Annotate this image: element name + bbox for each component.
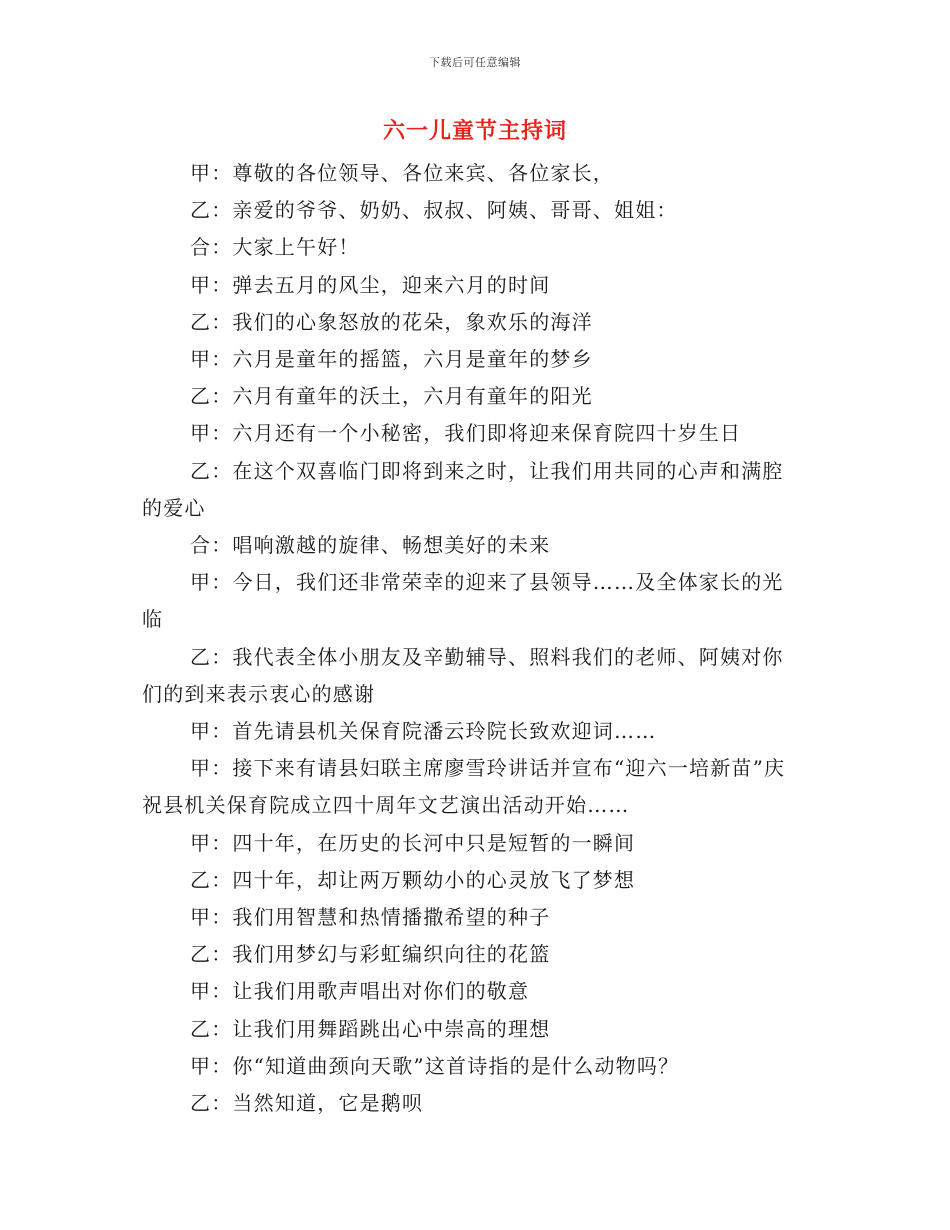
dialogue-line: 甲：六月还有一个小秘密，我们即将迎来保育院四十岁生日 [190,421,742,446]
dialogue-line: 甲：我们用智慧和热情播撒希望的种子 [190,905,551,930]
dialogue-line: 合：唱响激越的旋律、畅想美好的未来 [190,533,551,558]
dialogue-line: 甲：你“知道曲颈向天歌”这首诗指的是什么动物吗？ [190,1053,680,1078]
dialogue-line: 乙：在这个双喜临门即将到来之时，让我们用共同的心声和满腔的爱心 [142,458,784,520]
dialogue-line: 乙：我们用梦幻与彩虹编织向往的花篮 [190,942,551,967]
dialogue-line: 乙：让我们用舞蹈跳出心中崇高的理想 [190,1016,551,1041]
dialogue-line: 乙：亲爱的爷爷、奶奶、叔叔、阿姨、哥哥、姐姐： [190,198,678,223]
dialogue-line: 甲：接下来有请县妇联主席廖雪玲讲话并宣布“迎六一培新苗”庆祝县机关保育院成立四十周年文艺演出活动开始…… [142,756,786,818]
dialogue-line: 甲：今日，我们还非常荣幸的迎来了县领导……及全体家长的光临 [142,570,784,632]
document-body [142,155,797,1122]
dialogue-line: 甲：六月是童年的摇篮，六月是童年的梦乡 [190,347,593,372]
dialogue-line: 乙：我代表全体小朋友及辛勤辅导、照料我们的老师、阿姨对你们的到来表示衷心的感谢 [142,644,784,706]
dialogue-line: 乙：当然知道，它是鹅呗 [190,1091,424,1116]
page-title: 六一儿童节主持词 [382,118,567,144]
dialogue-line: 乙：六月有童年的沃土，六月有童年的阳光 [190,384,593,409]
dialogue-line: 甲：让我们用歌声唱出对你们的敬意 [190,979,530,1004]
dialogue-line: 甲：首先请县机关保育院潘云玲院长致欢迎词…… [190,719,657,744]
dialogue-line: 甲：弹去五月的风尘，迎来六月的时间 [190,272,551,297]
dialogue-line: 乙：四十年，却让两万颗幼小的心灵放飞了梦想 [190,867,636,892]
dialogue-line: 合：大家上午好！ [190,235,360,260]
dialogue-line: 甲：四十年，在历史的长河中只是短暂的一瞬间 [190,830,636,855]
dialogue-line: 甲：尊敬的各位领导、各位来宾、各位家长， [190,161,614,185]
header-note: 下载后可任意编辑 [429,56,521,69]
dialogue-line: 乙：我们的心象怒放的花朵，象欢乐的海洋 [190,309,593,334]
